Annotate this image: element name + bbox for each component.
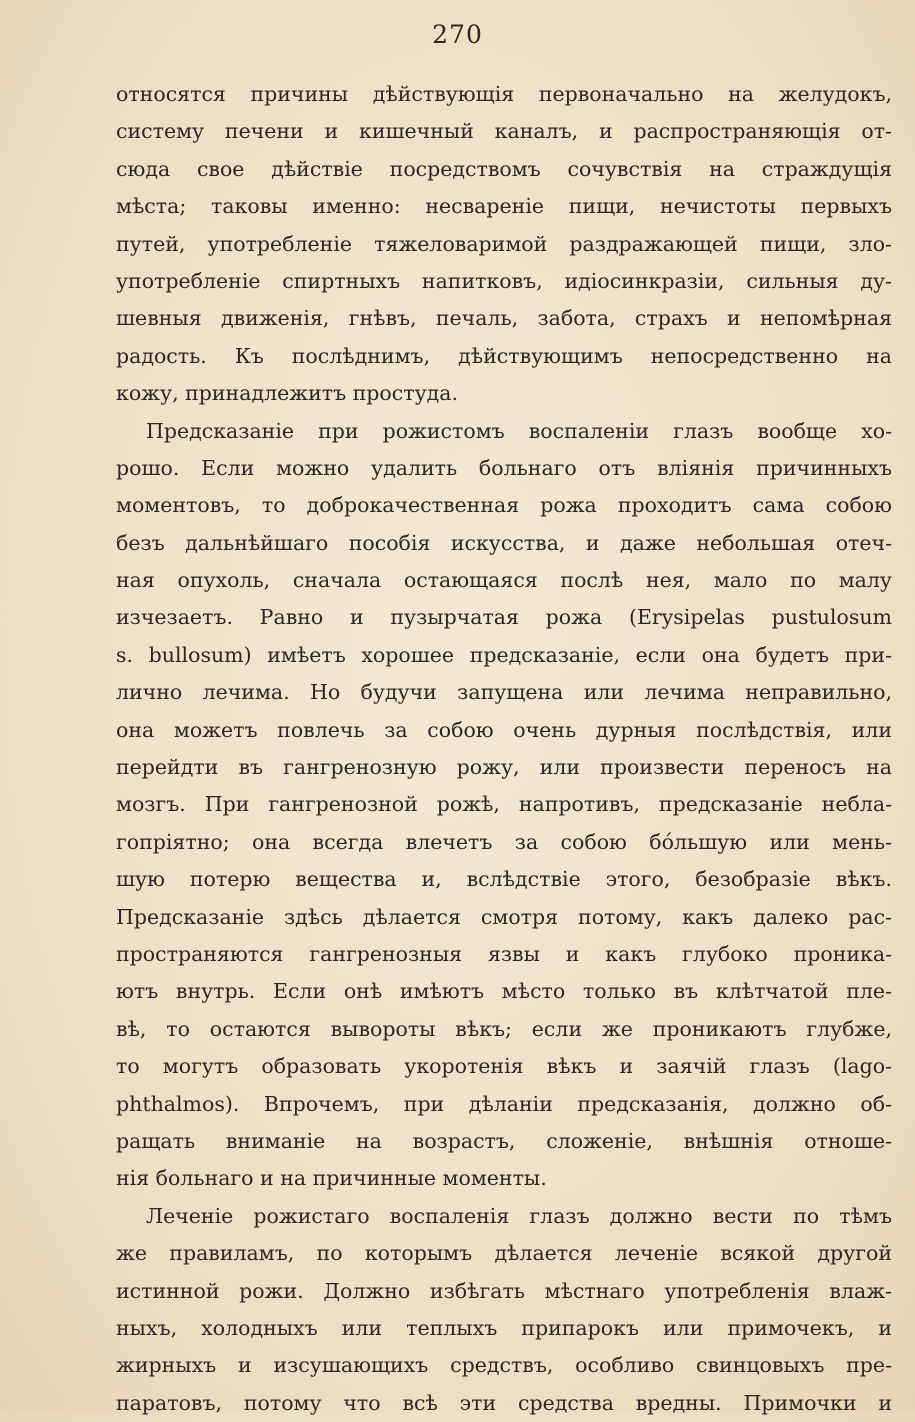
text-line: радость. Къ послѣднимъ, дѣйствующимъ непосредственно на — [116, 343, 892, 368]
text-line: шую потерю вещества и, вслѣдствіе этого, безобразіе вѣкъ. — [116, 867, 892, 892]
text-line: паратовъ, потому что всѣ эти средства вредны. Примочки и — [116, 1390, 892, 1415]
text-line: Леченіе рожистаго воспаленія глазъ должно вести по тѣмъ — [146, 1203, 892, 1228]
text-line: рошо. Если можно удалить больнаго отъ вліянія причинныхъ — [116, 455, 892, 480]
text-line: сюда свое дѣйствіе посредствомъ сочувствія на страждущія — [116, 156, 892, 181]
text-line: употребленіе спиртныхъ напитковъ, идіосинкразіи, сильныя ду- — [116, 268, 892, 293]
text-line: моментовъ, то доброкачественная рожа проходитъ сама собою — [116, 493, 892, 518]
text-line: изчезаетъ. Равно и пузырчатая рожа (Erysipelas pustulosum — [116, 605, 892, 630]
text-line: мозгъ. При гангренозной рожѣ, напротивъ, предсказаніе небла- — [116, 792, 892, 817]
body-text — [116, 76, 892, 1422]
text-line: phthalmos). Впрочемъ, при дѣланіи предсказанія, должно об- — [116, 1091, 892, 1116]
text-line: перейдти въ гангренозную рожу, или произвести переносъ на — [116, 755, 892, 780]
paragraph-treatment — [116, 1198, 892, 1422]
text-line: нія больнаго и на причинные моменты. — [116, 1166, 547, 1191]
text-line: ная опухоль, сначала остающаяся послѣ нея, мало по малу — [116, 568, 892, 593]
text-line: ныхъ, холодныхъ или теплыхъ припарокъ или примочекъ, и — [116, 1315, 892, 1340]
text-line: путей, употребленіе тяжеловаримой раздражающей пищи, зло- — [116, 231, 892, 256]
text-line: жирныхъ и изсушающихъ средствъ, особливо свинцовыхъ пре- — [116, 1353, 892, 1378]
text-line: вѣ, то остаются вывороты вѣкъ; если же проникаютъ глубже, — [116, 1016, 892, 1041]
page-number: 270 — [432, 20, 483, 49]
text-line: истинной рожи. Должно избѣгать мѣстнаго употребленія влаж- — [116, 1278, 892, 1303]
text-line: относятся причины дѣйствующія первоначально на желудокъ, — [116, 82, 892, 106]
text-line: Предсказаніе здѣсь дѣлается смотря потому, какъ далеко рас- — [116, 904, 892, 929]
text-line: ращать вниманіе на возрастъ, сложеніе, внѣшнія отноше- — [116, 1128, 892, 1153]
text-line: гопріятно; она всегда влечетъ за собою бóльшую или мень- — [116, 829, 892, 854]
text-line: то могутъ образовать укоротенія вѣкъ и заячій глазъ (lago- — [116, 1054, 892, 1079]
text-line: систему печени и кишечный каналъ, и распространяющія от- — [116, 119, 892, 144]
text-line: пространяются гангренозныя язвы и какъ глубоко проника- — [116, 941, 892, 966]
text-line: лично лечима. Но будучи запущена или лечима неправильно, — [116, 680, 892, 705]
text-line: она можетъ повлечь за собою очень дурныя послѣдствія, или — [116, 717, 892, 742]
text-line: ютъ внутрь. Если онѣ имѣютъ мѣсто только въ клѣтчатой пле- — [116, 979, 892, 1004]
text-line: же правиламъ, по которымъ дѣлается леченіе всякой другой — [116, 1241, 892, 1266]
text-line: мѣста; таковы именно: несвареніе пищи, нечистоты первыхъ — [116, 194, 892, 219]
text-line: Предсказаніе при рожистомъ воспаленіи глазъ вообще хо- — [146, 418, 892, 443]
text-line: безъ дальнѣйшаго пособія искусства, и даже небольшая отеч- — [116, 530, 892, 555]
paragraph-causes — [116, 76, 892, 413]
paragraph-prognosis — [116, 413, 892, 1198]
text-line: s. bullosum) имѣетъ хорошее предсказаніе, если она будетъ при- — [116, 642, 892, 667]
text-line: кожу, принадлежитъ простуда. — [116, 381, 459, 406]
text-line: шевныя движенія, гнѣвъ, печаль, забота, страхъ и непомѣрная — [116, 306, 892, 331]
